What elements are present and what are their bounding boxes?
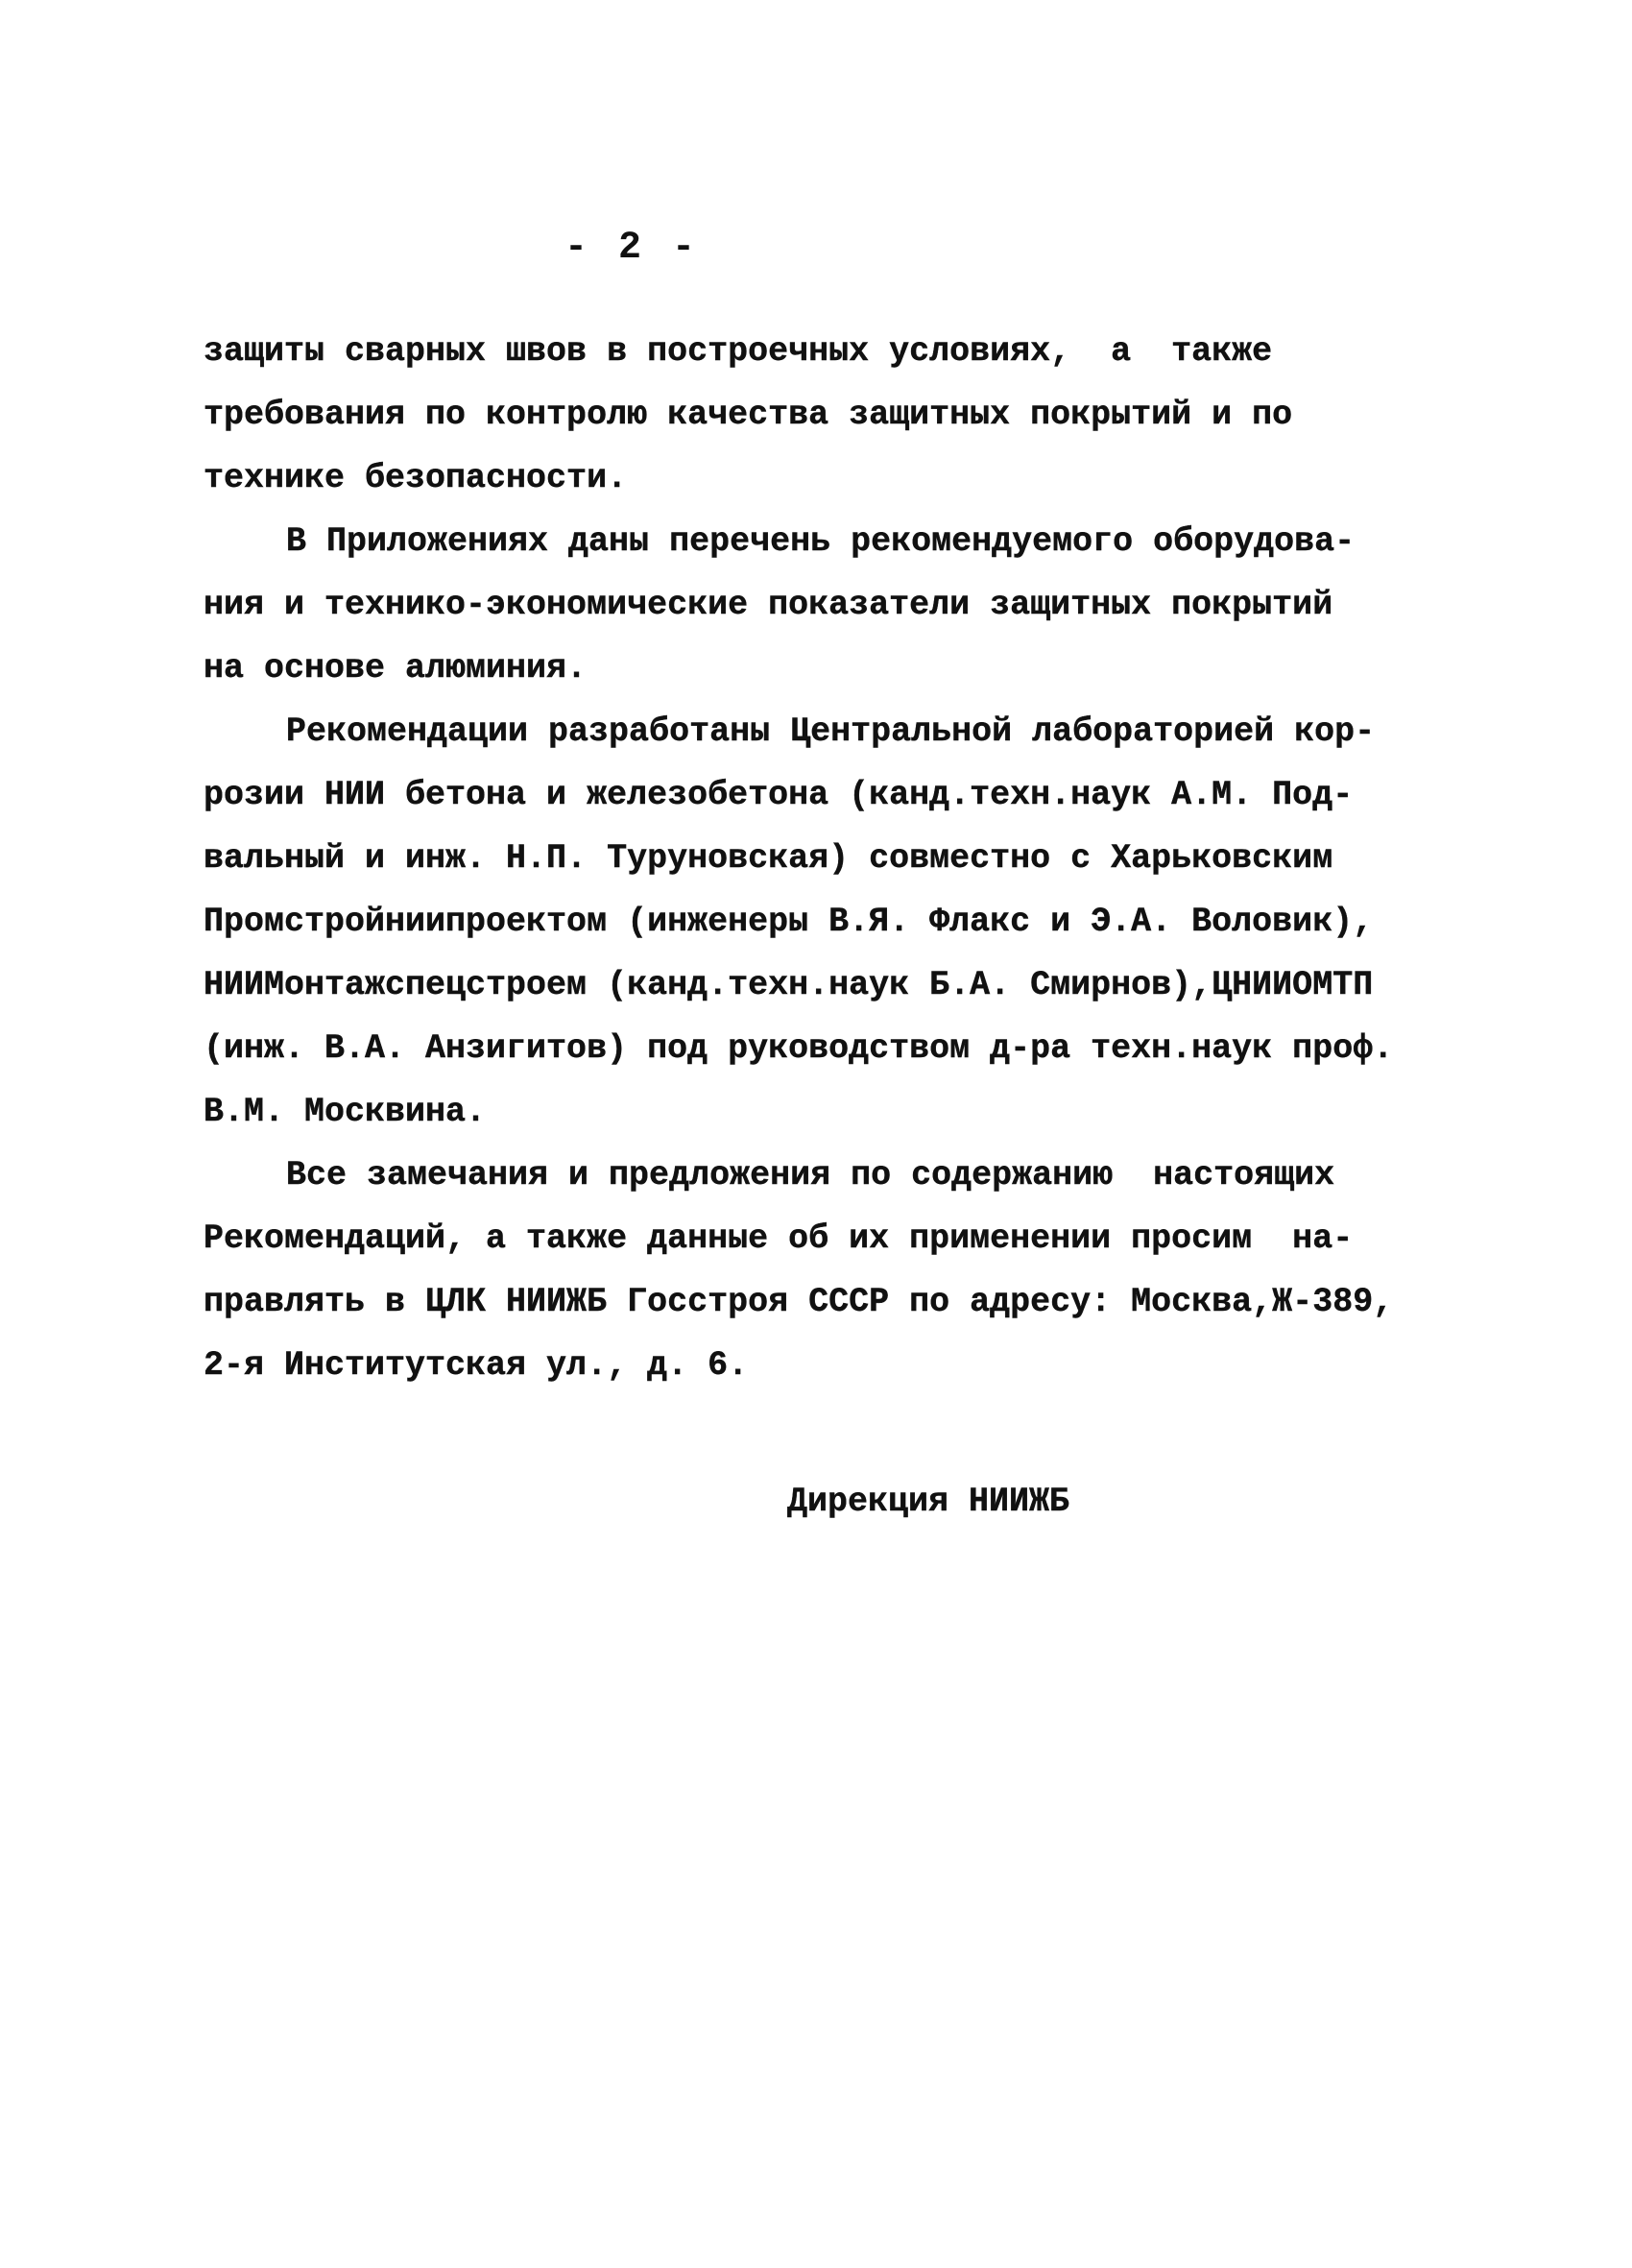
body-line: ния и технико-экономические показатели защитных покрытий — [204, 586, 1333, 624]
body-line: правлять в ЦЛК НИИЖБ Госстроя СССР по адресу: Москва,Ж-389, — [204, 1283, 1394, 1321]
body-line: НИИМонтажспецстроем (канд.техн.наук Б.А. Смирнов),ЦНИИОМТП — [204, 966, 1374, 1004]
body-line: В Приложениях даны перечень рекомендуемого оборудова- — [286, 522, 1356, 561]
body-line: Все замечания и предложения по содержанию настоящих — [286, 1156, 1335, 1194]
body-line: требования по контролю качества защитных покрытий и по — [204, 396, 1293, 434]
body-line: Промстройниипроектом (инженеры В.Я. Флакс и Э.А. Воловик), — [204, 903, 1374, 941]
body-line: Рекомендации разработаны Центральной лабораторией кор- — [286, 712, 1376, 751]
page-number: - 2 - — [564, 227, 700, 270]
body-line: защиты сварных швов в построечных условиях, а также — [204, 332, 1273, 371]
body-line: В.М. Москвина. — [204, 1093, 487, 1131]
body-line: 2-я Институтская ул., д. 6. — [204, 1346, 749, 1385]
body-line: технике безопасности. — [204, 459, 628, 497]
body-line: розии НИИ бетона и железобетона (канд.техн.наук А.М. Под- — [204, 776, 1354, 814]
body-line: (инж. В.А. Анзигитов) под руководством д-ра техн.наук проф. — [204, 1029, 1394, 1068]
body-line: вальный и инж. Н.П. Туруновская) совместно с Харьковским — [204, 839, 1333, 878]
signature: Дирекция НИИЖБ — [787, 1483, 1070, 1521]
body-line: Рекомендаций, а также данные об их применении просим на- — [204, 1219, 1354, 1258]
body-line: на основе алюминия. — [204, 649, 588, 688]
